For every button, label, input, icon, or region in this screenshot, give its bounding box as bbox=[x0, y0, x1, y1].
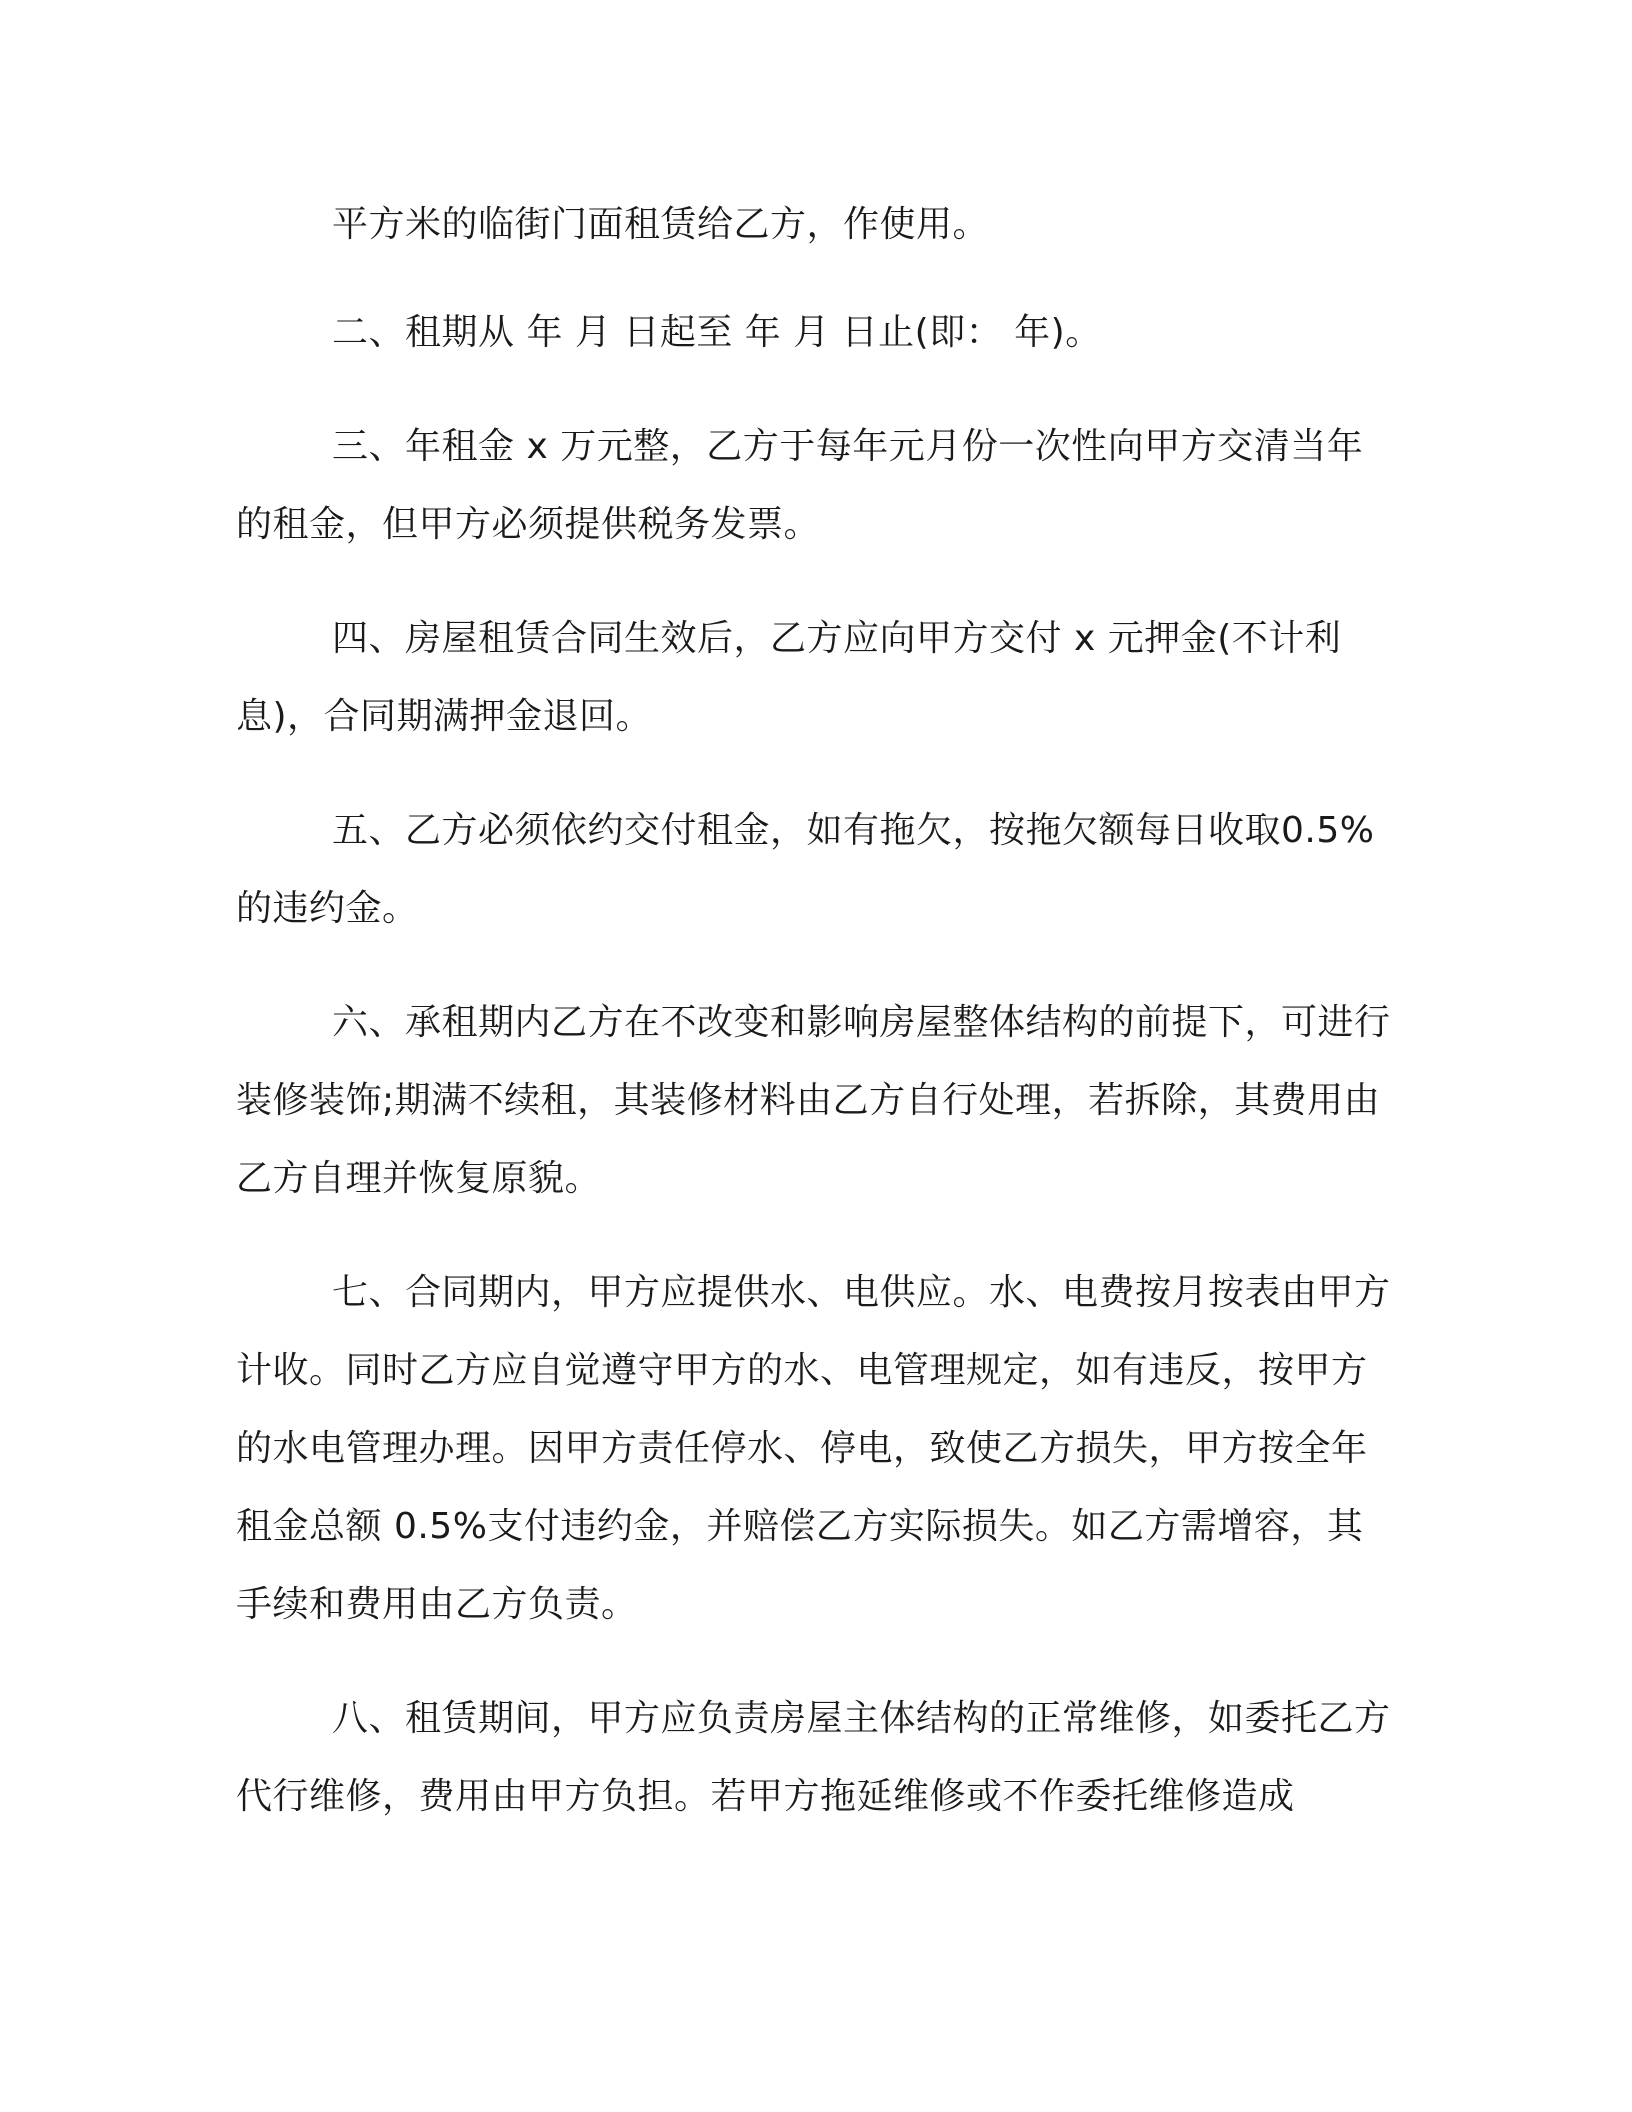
paragraph-7: 七、合同期内，甲方应提供水、电供应。水、电费按月按表由甲方计收。同时乙方应自觉遵守甲方的水、电管理规定，如有违反，按甲方的水电管理办理。因甲方责任停水、停电，致使乙方损失，甲方按全年租金总额 0.5%支付违约金，并赔偿乙方实际损失。如乙方需增容，其手续和费用由乙方负责。 bbox=[236, 1272, 1391, 1625]
document-body bbox=[236, 186, 1396, 1872]
paragraph-3: 三、年租金 x 万元整，乙方于每年元月份一次性向甲方交清当年的租金，但甲方必须提供税务发票。 bbox=[236, 426, 1364, 545]
paragraph-2: 二、租期从 年 月 日起至 年 月 日止(即： 年)。 bbox=[332, 312, 1102, 353]
paragraph-8: 八、租赁期间，甲方应负责房屋主体结构的正常维修，如委托乙方代行维修，费用由甲方负担。若甲方拖延维修或不作委托维修造成 bbox=[236, 1698, 1391, 1817]
paragraph-6: 六、承租期内乙方在不改变和影响房屋整体结构的前提下，可进行装修装饰;期满不续租，其装修材料由乙方自行处理，若拆除，其费用由乙方自理并恢复原貌。 bbox=[236, 1002, 1391, 1199]
paragraph-4: 四、房屋租赁合同生效后，乙方应向甲方交付 x 元押金(不计利息)，合同期满押金退回。 bbox=[236, 618, 1342, 737]
paragraph-1: 平方米的临街门面租赁给乙方，作使用。 bbox=[332, 204, 990, 245]
paragraph-5: 五、乙方必须依约交付租金，如有拖欠，按拖欠额每日收取0.5%的违约金。 bbox=[236, 810, 1375, 929]
